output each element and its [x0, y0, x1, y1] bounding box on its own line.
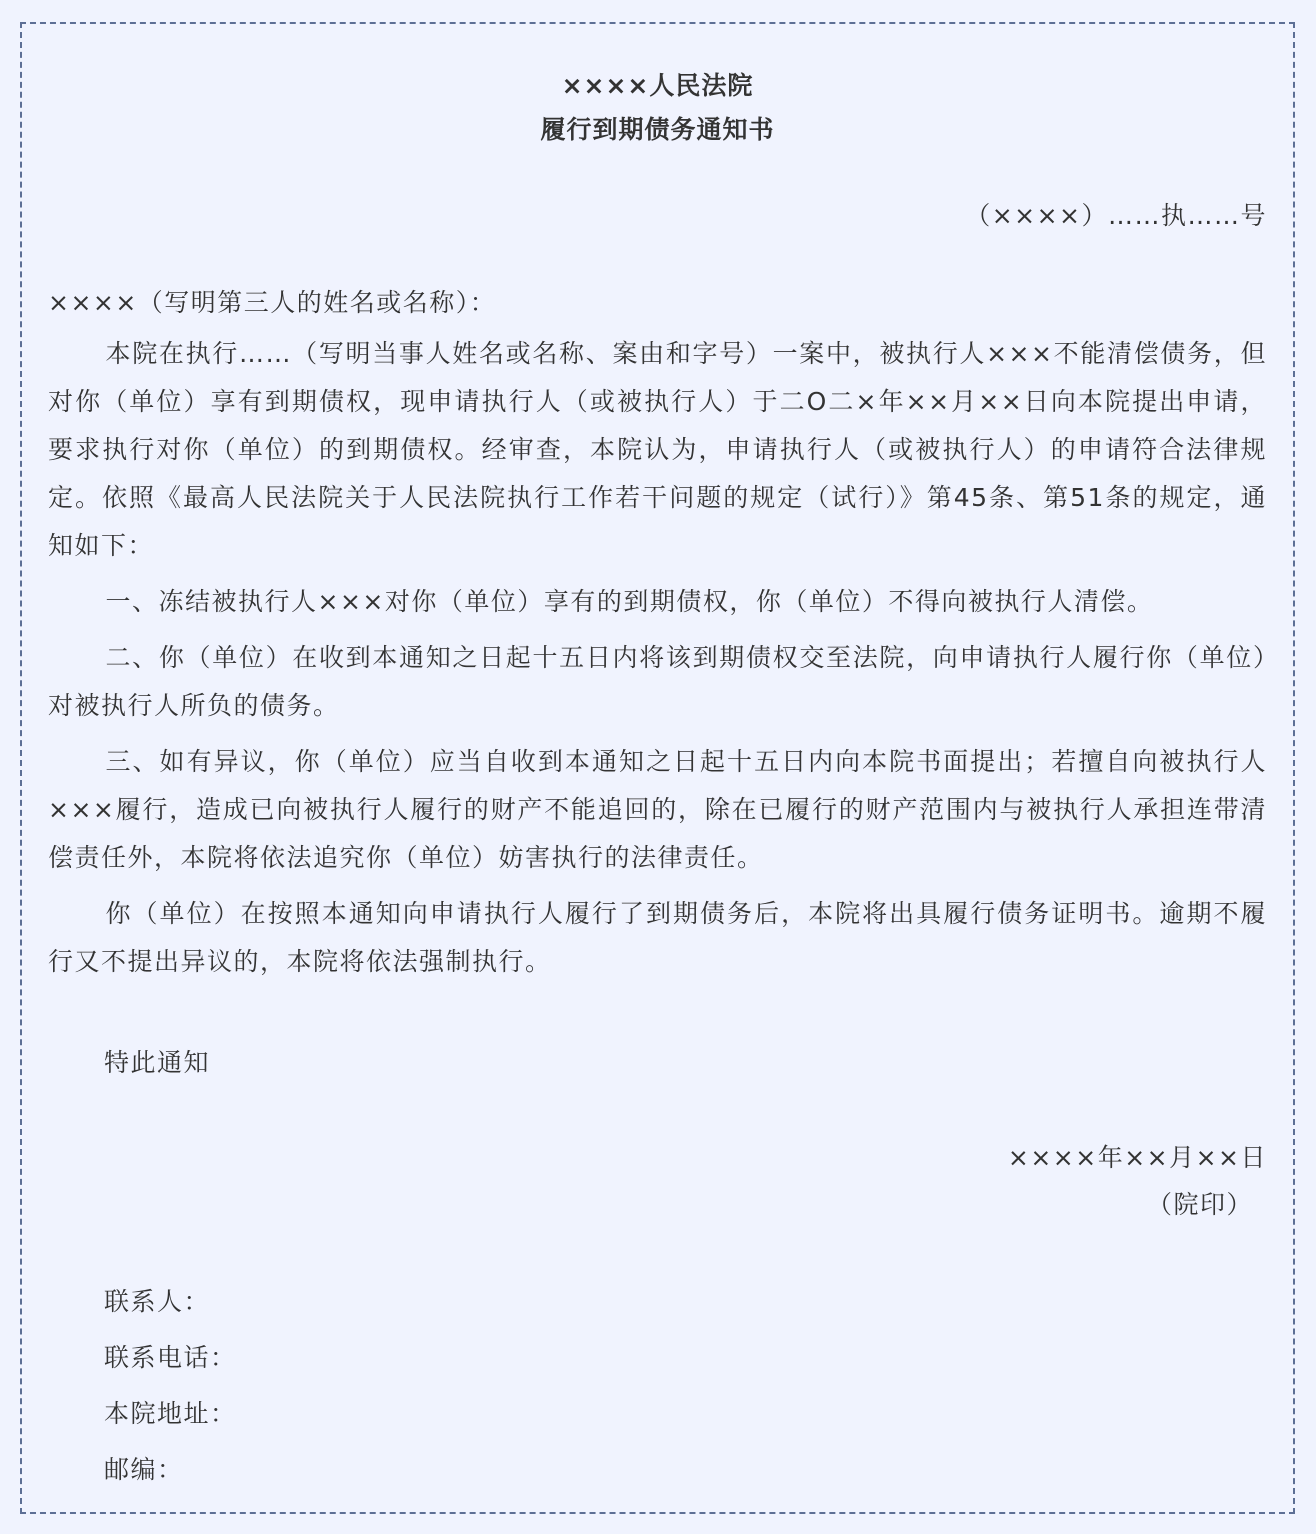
- contact-person: 联系人：: [104, 1287, 211, 1316]
- paragraph-final: 你（单位）在按照本通知向申请执行人履行了到期债务后，本院将出具履行债务证明书。逾期不履行又不提出异议的，本院将依法强制执行。: [48, 899, 1267, 976]
- paragraph-item-3: 三、如有异议，你（单位）应当自收到本通知之日起十五日内向本院书面提出；若擅自向被执行人×××履行，造成已向被执行人履行的财产不能追回的，除在已履行的财产范围内与被执行人承担连带清偿责任外，本院将依法追究你（单位）妨害执行的法律责任。: [48, 747, 1267, 872]
- paragraph-intro: 本院在执行……（写明当事人姓名或名称、案由和字号）一案中，被执行人×××不能清偿债务，但对你（单位）享有到期债权，现申请执行人（或被执行人）于二O二×年××月××日向本院提出申请，要求执行对你（单位）的到期债权。经审查，本院认为，申请执行人（或被执行人）的申请符合法律规定。依照《最高人民法院关于人民法院执行工作若干问题的规定（试行）》第45条、第51条的规定，通知如下：: [48, 339, 1267, 560]
- contact-phone: 联系电话：: [104, 1343, 237, 1372]
- document-title: 履行到期债务通知书: [540, 115, 775, 144]
- postal-code: 邮编：: [104, 1455, 184, 1484]
- case-number: （××××）……执……号: [965, 201, 1267, 230]
- paragraph-item-1: 一、冻结被执行人×××对你（单位）享有的到期债权，你（单位）不得向被执行人清偿。: [105, 587, 1154, 616]
- paragraph-item-2: 二、你（单位）在收到本通知之日起十五日内将该到期债权交至法院，向申请执行人履行你（单位）对被执行人所负的债务。: [48, 643, 1267, 720]
- date: ××××年××月××日: [1007, 1143, 1267, 1172]
- salutation: ××××（写明第三人的姓名或名称）：: [48, 288, 497, 317]
- court-name: ××××人民法院: [561, 71, 754, 100]
- court-address: 本院地址：: [104, 1399, 237, 1428]
- court-seal: （院印）: [1146, 1190, 1253, 1219]
- closing: 特此通知: [104, 1048, 211, 1077]
- notice-document: [20, 22, 1295, 1514]
